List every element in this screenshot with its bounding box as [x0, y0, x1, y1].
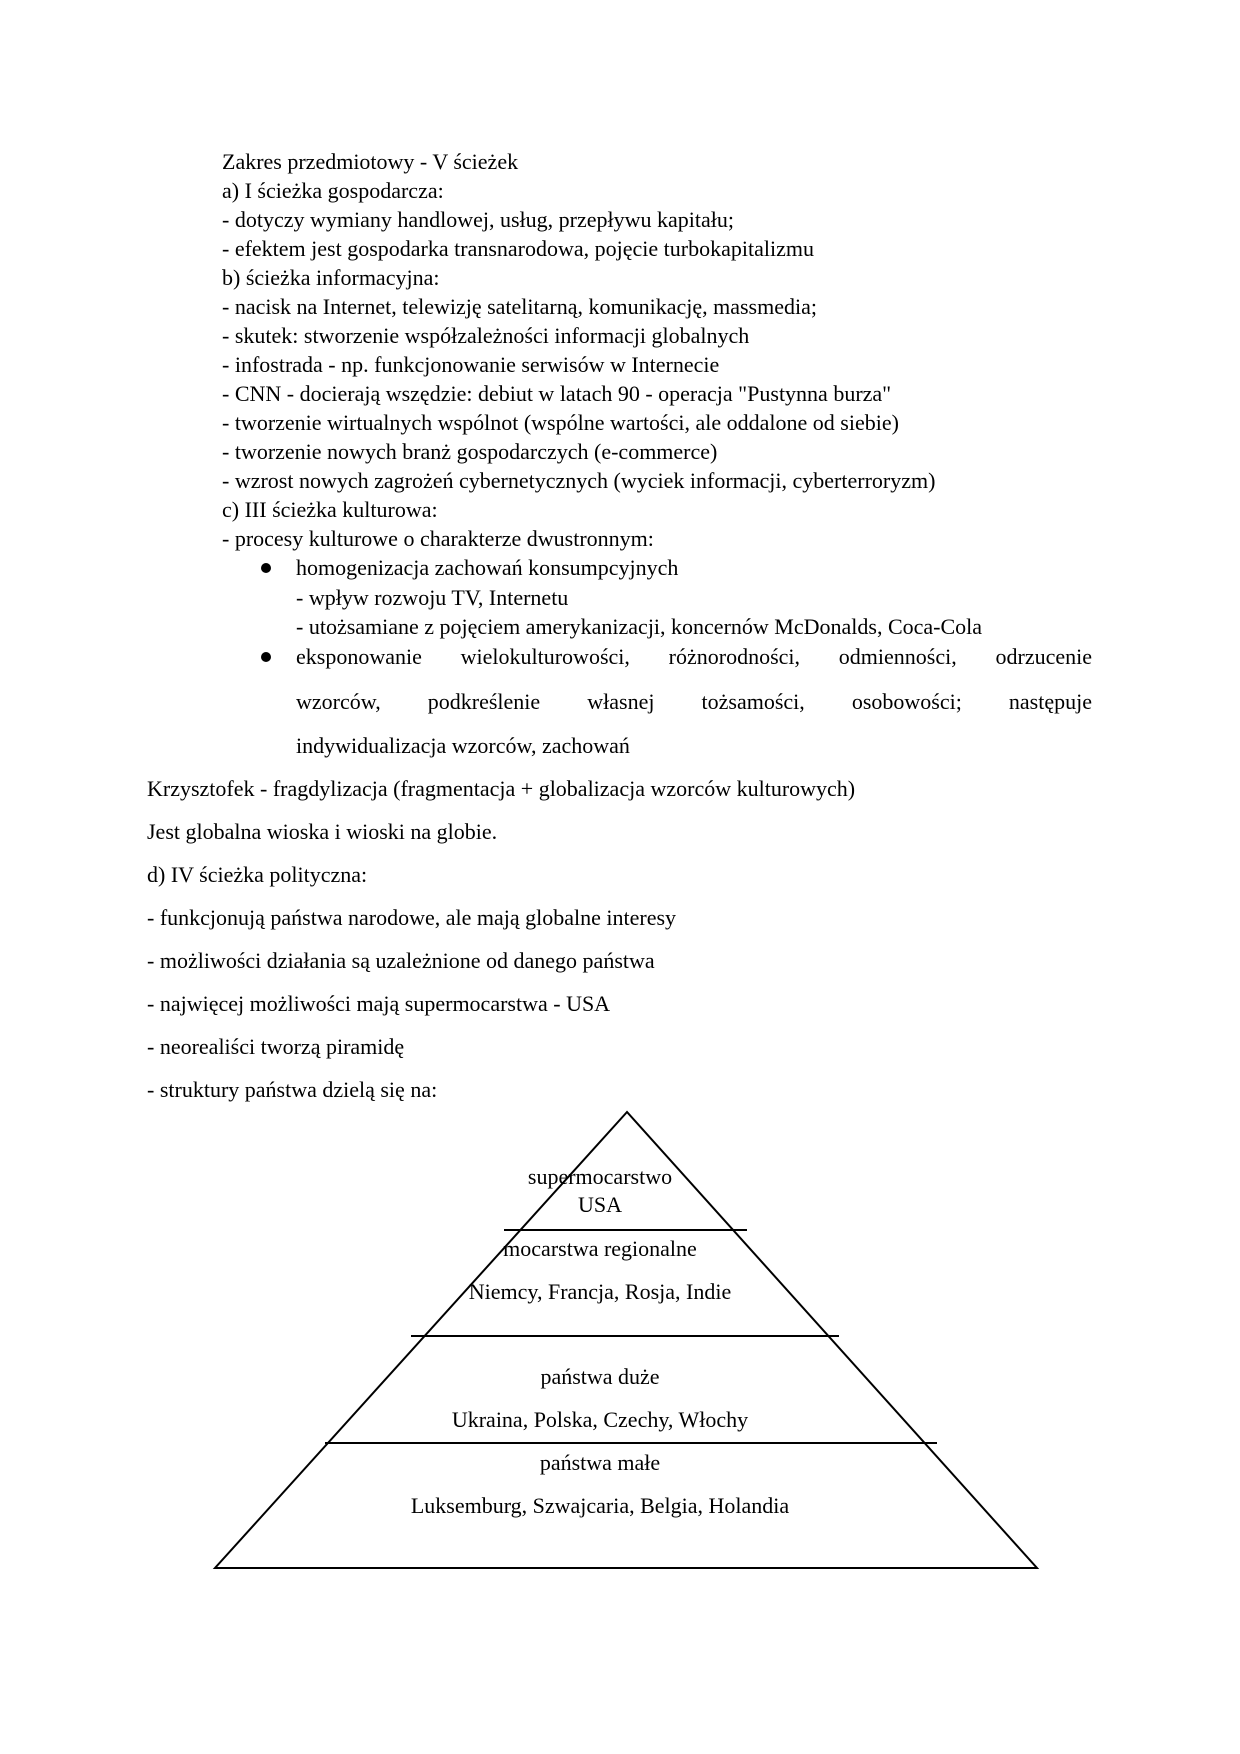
text-line: - nacisk na Internet, telewizję satelitarną, komunikację, massmedia;: [222, 294, 817, 319]
section-d-heading: d) IV ścieżka polityczna:: [147, 862, 368, 887]
text-line: Krzysztofek - fragdylizacja (fragmentacja + globalizacja wzorców kulturowych): [147, 776, 856, 801]
text-line: - struktury państwa dzielą się na:: [147, 1077, 438, 1102]
text-line: - tworzenie nowych branż gospodarczych (e-commerce): [222, 439, 718, 464]
pyramid-tier3-example: Ukraina, Polska, Czechy, Włochy: [451, 1407, 749, 1432]
text-line: - wzrost nowych zagrożeń cybernetycznych (wyciek informacji, cyberterroryzm): [222, 468, 936, 493]
text-line: - CNN - docierają wszędzie: debiut w latach 90 - operacja "Pustynna burza": [222, 381, 892, 406]
bullet-subitem: - wpływ rozwoju TV, Internetu: [296, 585, 569, 610]
text-line: - funkcjonują państwa narodowe, ale mają globalne interesy: [147, 905, 677, 930]
text-line: - skutek: stworzenie współzależności informacji globalnych: [222, 323, 750, 348]
text-line: - tworzenie wirtualnych wspólnot (wspólne wartości, ale oddalone od siebie): [222, 410, 899, 435]
bullet-item: eksponowanie wielokulturowości, różnorodności, odmienności, odrzucenie: [296, 644, 1092, 669]
pyramid-tier3-title: państwa duże: [540, 1364, 660, 1389]
text-line: - dotyczy wymiany handlowej, usług, przepływu kapitału;: [222, 207, 734, 232]
bullet-item: homogenizacja zachowań konsumpcyjnych: [296, 555, 679, 580]
pyramid-tier2-title: mocarstwa regionalne: [503, 1236, 697, 1261]
bullet-item-continued: indywidualizacja wzorców, zachowań: [296, 733, 630, 758]
text-line: Jest globalna wioska i wioski na globie.: [147, 819, 498, 844]
pyramid-tier4-title: państwa małe: [539, 1450, 661, 1475]
doc-heading: Zakres przedmiotowy - V ścieżek: [222, 149, 519, 174]
text-line: - efektem jest gospodarka transnarodowa, pojęcie turbokapitalizmu: [222, 236, 814, 261]
section-c-heading: c) III ścieżka kulturowa:: [222, 497, 438, 522]
bullet-item-continued: wzorców, podkreślenie własnej tożsamości, osobowości; następuje: [296, 689, 1092, 714]
section-b-heading: b) ścieżka informacyjna:: [222, 265, 440, 290]
bullet-subitem: - utożsamiane z pojęciem amerykanizacji, koncernów McDonalds, Coca-Cola: [296, 614, 983, 639]
text-line: - neorealiści tworzą piramidę: [147, 1034, 405, 1059]
text-line: - możliwości działania są uzależnione od danego państwa: [147, 948, 655, 973]
text-line: - najwięcej możliwości mają supermocarstwa - USA: [147, 991, 611, 1016]
pyramid-tier2-example: Niemcy, Francja, Rosja, Indie: [468, 1279, 732, 1304]
pyramid-tier1-example: USA: [577, 1192, 622, 1217]
pyramid-tier4-example: Luksemburg, Szwajcaria, Belgia, Holandia: [410, 1493, 790, 1518]
section-a-heading: a) I ścieżka gospodarcza:: [222, 178, 444, 203]
text-line: - procesy kulturowe o charakterze dwustronnym:: [222, 526, 654, 551]
text-line: - infostrada - np. funkcjonowanie serwisów w Internecie: [222, 352, 720, 377]
pyramid-tier1-title: supermocarstwo: [527, 1164, 673, 1189]
